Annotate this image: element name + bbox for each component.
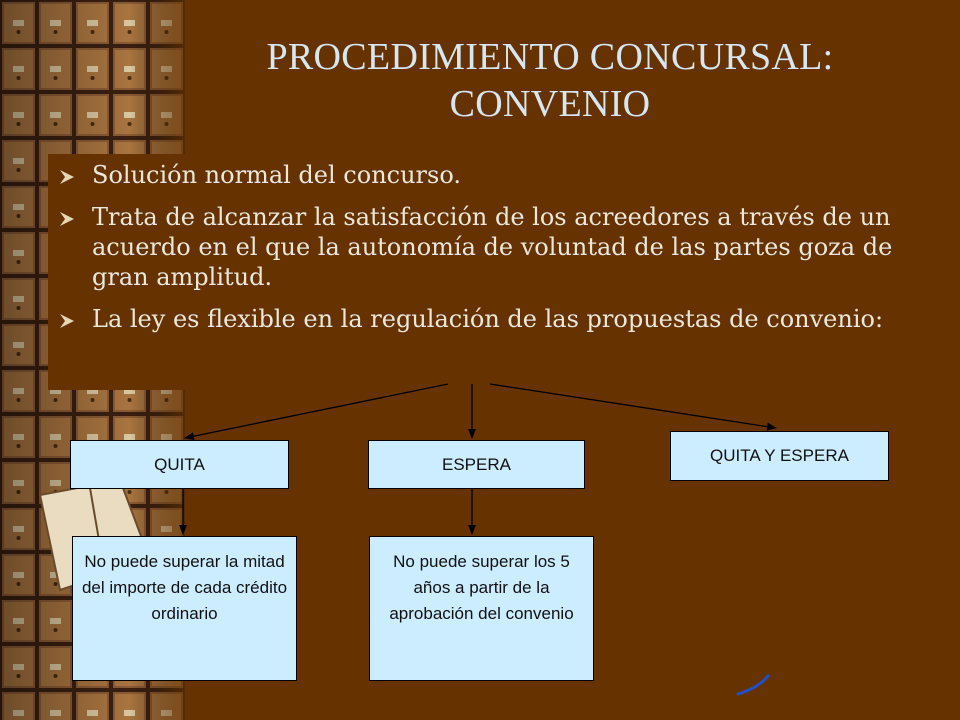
bullet-text: Trata de alcanzar la satisfacción de los acreedores a través de un acuerdo en el que la autonomía de voluntad de las partes goza de gran amplitud. [92, 203, 893, 291]
quita-box: QUITA [70, 440, 289, 489]
slide-title: PROCEDIMIENTO CONCURSAL: CONVENIO [266, 36, 834, 125]
quita-detail-box: No puede superar la mitad del importe de cada crédito ordinario [72, 536, 297, 681]
bullet-text: La ley es flexible en la regulación de las propuestas de convenio: [92, 305, 884, 333]
espera-box: ESPERA [368, 440, 585, 489]
espera-detail-box: No puede superar los 5 años a partir de la aprobación del convenio [369, 536, 594, 681]
bullet-text: Solución normal del concurso. [92, 161, 461, 189]
decorative-swoosh-icon [738, 676, 768, 694]
arrow-to-quita [185, 384, 448, 438]
quita-y-espera-box: QUITA Y ESPERA [670, 431, 889, 481]
arrow-to-quita-y-espera [490, 384, 776, 428]
